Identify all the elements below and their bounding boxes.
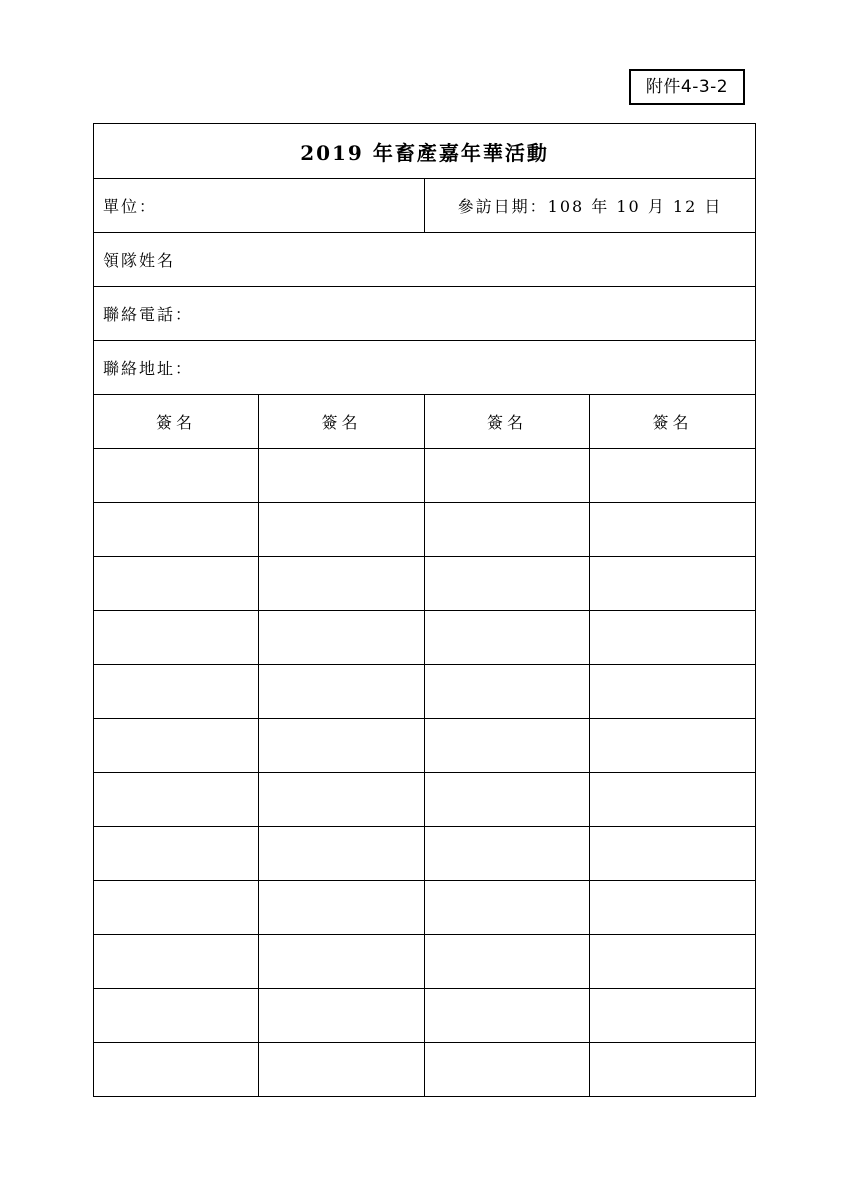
signature-row bbox=[94, 827, 756, 881]
signature-cell[interactable] bbox=[259, 557, 425, 611]
signature-cell[interactable] bbox=[94, 935, 259, 989]
signature-cell[interactable] bbox=[590, 881, 756, 935]
signature-cell[interactable] bbox=[259, 719, 425, 773]
signature-cell[interactable] bbox=[590, 557, 756, 611]
signature-row bbox=[94, 557, 756, 611]
signature-cell[interactable] bbox=[590, 989, 756, 1043]
signature-cell[interactable] bbox=[425, 827, 590, 881]
signature-cell[interactable] bbox=[94, 989, 259, 1043]
signature-cell[interactable] bbox=[425, 611, 590, 665]
signature-cell[interactable] bbox=[590, 935, 756, 989]
signature-row bbox=[94, 935, 756, 989]
signature-cell[interactable] bbox=[94, 665, 259, 719]
unit-field[interactable]: 單位： bbox=[94, 179, 425, 233]
signature-header: 簽名 bbox=[259, 395, 425, 449]
signature-cell[interactable] bbox=[259, 449, 425, 503]
signature-cell[interactable] bbox=[259, 935, 425, 989]
signature-header: 簽名 bbox=[94, 395, 259, 449]
address-field[interactable]: 聯絡地址： bbox=[94, 341, 756, 395]
signature-row bbox=[94, 449, 756, 503]
signature-header: 簽名 bbox=[590, 395, 756, 449]
signature-row bbox=[94, 1043, 756, 1097]
signature-cell[interactable] bbox=[259, 611, 425, 665]
signature-cell[interactable] bbox=[94, 881, 259, 935]
signature-cell[interactable] bbox=[425, 881, 590, 935]
signature-cell[interactable] bbox=[259, 881, 425, 935]
signature-cell[interactable] bbox=[425, 665, 590, 719]
form-title: 2019 年畜產嘉年華活動 bbox=[94, 124, 756, 179]
signature-cell[interactable] bbox=[425, 935, 590, 989]
signature-cell[interactable] bbox=[259, 1043, 425, 1097]
leader-name-field[interactable]: 領隊姓名 bbox=[94, 233, 756, 287]
signature-cell[interactable] bbox=[94, 449, 259, 503]
signup-form-table bbox=[93, 123, 756, 1097]
signature-row bbox=[94, 719, 756, 773]
signature-cell[interactable] bbox=[425, 449, 590, 503]
signature-cell[interactable] bbox=[590, 611, 756, 665]
signature-row bbox=[94, 989, 756, 1043]
signature-cell[interactable] bbox=[94, 719, 259, 773]
signature-cell[interactable] bbox=[259, 773, 425, 827]
signature-cell[interactable] bbox=[425, 719, 590, 773]
attachment-label: 附件4-3-2 bbox=[629, 69, 745, 105]
signature-cell[interactable] bbox=[94, 557, 259, 611]
signature-cell[interactable] bbox=[259, 989, 425, 1043]
signature-header-row bbox=[94, 395, 756, 449]
signature-cell[interactable] bbox=[94, 611, 259, 665]
signature-cell[interactable] bbox=[590, 449, 756, 503]
signature-row bbox=[94, 503, 756, 557]
signature-cell[interactable] bbox=[590, 719, 756, 773]
signature-cell[interactable] bbox=[94, 827, 259, 881]
signature-cell[interactable] bbox=[425, 503, 590, 557]
signature-cell[interactable] bbox=[259, 503, 425, 557]
signature-row bbox=[94, 773, 756, 827]
signature-cell[interactable] bbox=[590, 665, 756, 719]
signature-cell[interactable] bbox=[259, 827, 425, 881]
signature-row bbox=[94, 881, 756, 935]
signature-cell[interactable] bbox=[590, 773, 756, 827]
visit-date: 參訪日期：108 年 10 月 12 日 bbox=[425, 179, 756, 233]
signature-cell[interactable] bbox=[94, 1043, 259, 1097]
signature-header: 簽名 bbox=[425, 395, 590, 449]
signature-cell[interactable] bbox=[590, 827, 756, 881]
signature-cell[interactable] bbox=[94, 773, 259, 827]
signature-cell[interactable] bbox=[425, 1043, 590, 1097]
signature-cell[interactable] bbox=[425, 557, 590, 611]
signature-row bbox=[94, 665, 756, 719]
signature-cell[interactable] bbox=[590, 503, 756, 557]
phone-field[interactable]: 聯絡電話： bbox=[94, 287, 756, 341]
signature-cell[interactable] bbox=[425, 989, 590, 1043]
signature-cell[interactable] bbox=[259, 665, 425, 719]
signature-cell[interactable] bbox=[94, 503, 259, 557]
signature-cell[interactable] bbox=[425, 773, 590, 827]
signature-cell[interactable] bbox=[590, 1043, 756, 1097]
signature-row bbox=[94, 611, 756, 665]
